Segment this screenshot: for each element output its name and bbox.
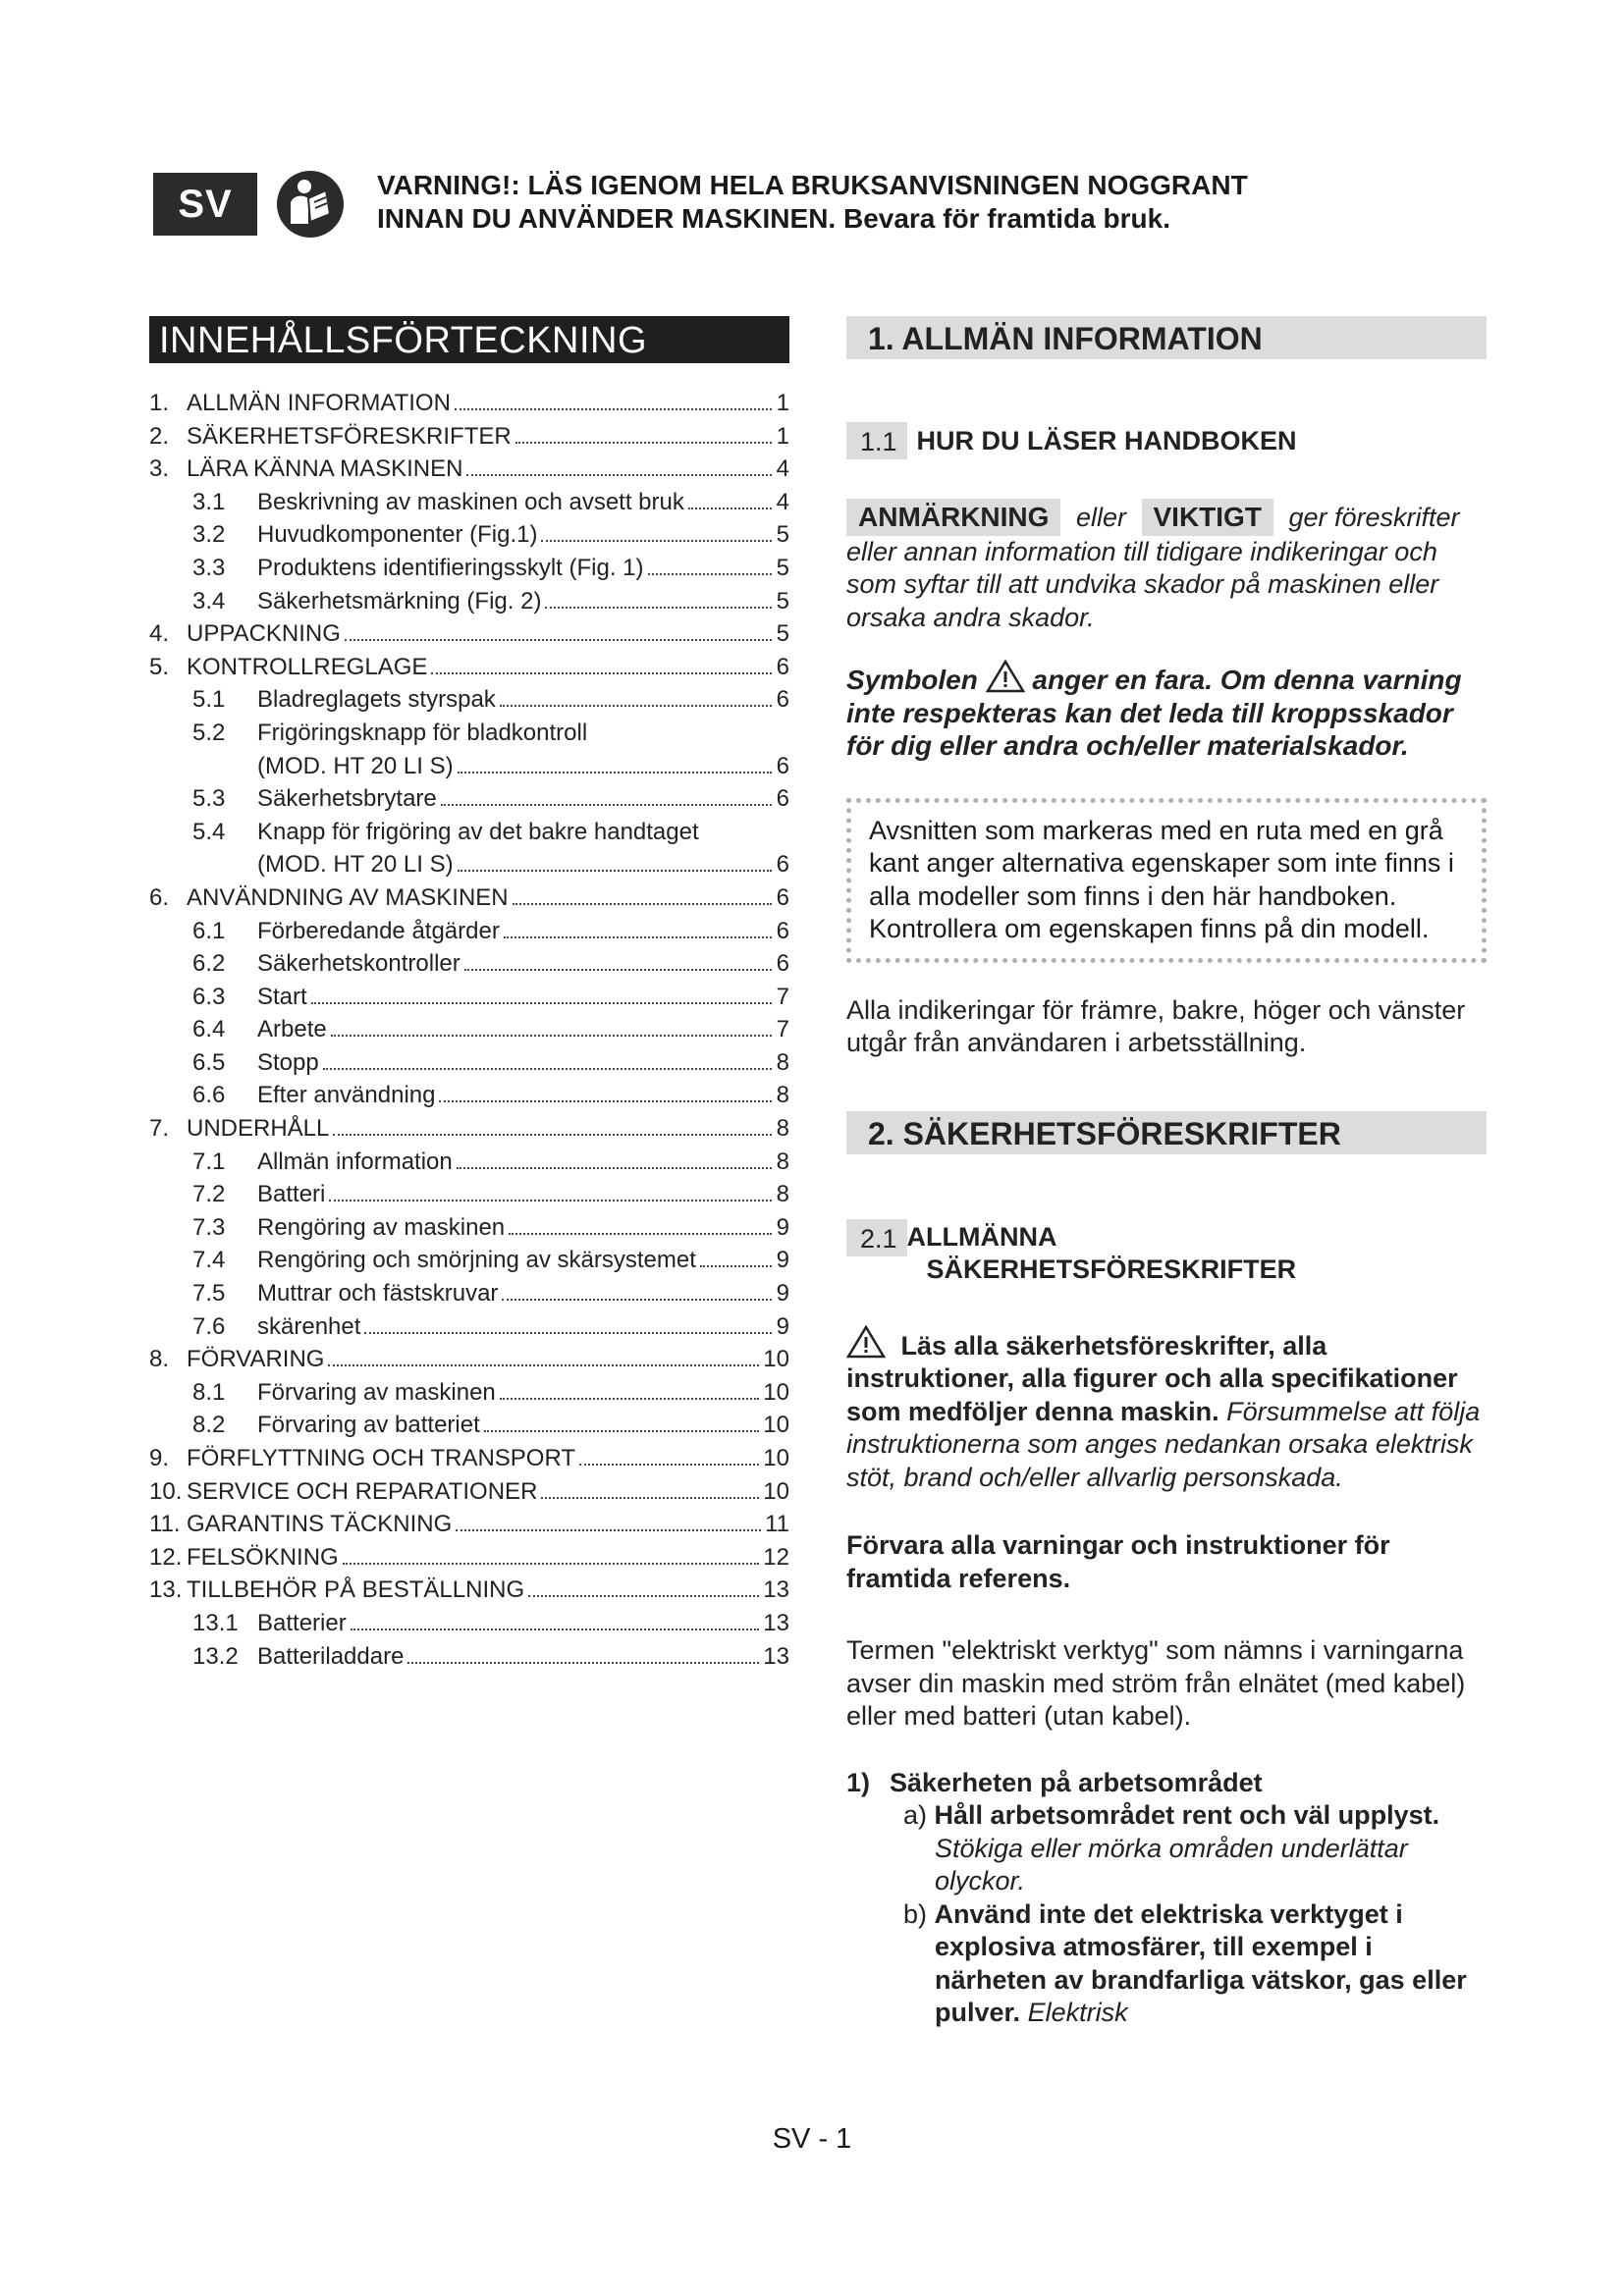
toc-entry <box>149 1112 789 1146</box>
toc-entry-title: UPPACKNING <box>187 620 341 648</box>
subsection-title: HUR DU LÄSER HANDBOKEN <box>916 425 1297 455</box>
toc-entry <box>149 585 789 618</box>
toc-leader-dots <box>343 1563 760 1565</box>
read-all-italic: Försummelse att följa instruktionerna som anges nedankan orsaka elektrisk stöt, brand och/eller allvarlig personskada. <box>846 1396 1481 1492</box>
toc-entry-number: 5.1 <box>192 686 226 714</box>
toc-entry-number: 8.1 <box>192 1378 226 1406</box>
toc-entry-title: ANVÄNDNING AV MASKINEN <box>187 883 509 911</box>
toc-entry <box>149 1607 789 1640</box>
toc-leader-dots <box>458 772 772 774</box>
toc-leader-dots <box>513 903 772 905</box>
toc-entry <box>149 947 789 981</box>
toc-entry-page: 12 <box>763 1543 789 1571</box>
note-tag: ANMÄRKNING <box>846 499 1060 536</box>
toc-entry <box>149 420 789 454</box>
toc-entry-page: 13 <box>763 1576 789 1604</box>
toc-entry-number: 6.2 <box>192 950 226 978</box>
toc-entry-title: Batteriladdare <box>257 1642 405 1670</box>
toc-entry-page: 9 <box>776 1312 789 1340</box>
subsection-number: 2.1 <box>846 1219 907 1256</box>
toc-entry <box>149 1146 789 1179</box>
toc-entry-title: ALLMÄN INFORMATION <box>187 390 451 416</box>
warning-triangle-icon <box>846 1325 886 1359</box>
toc-entry-number: 9. <box>149 1445 170 1471</box>
toc-entry <box>149 486 789 519</box>
toc-entry <box>149 881 789 915</box>
toc-entry-title: Allmän information <box>257 1148 453 1175</box>
toc-entry-title: Muttrar och fästskruvar <box>257 1280 499 1308</box>
toc-entry-page: 6 <box>776 686 789 714</box>
item-a-italic: Stökiga eller mörka områden underlättar olyckor. <box>935 1833 1408 1896</box>
page-number: SV - 1 <box>772 2123 852 2155</box>
toc-entry <box>149 1178 789 1211</box>
toc-leader-dots <box>456 1529 761 1531</box>
toc-leader-dots <box>515 442 772 444</box>
toc-entry <box>149 1079 789 1112</box>
toc-entry-title: skärenhet <box>257 1312 361 1340</box>
toc-entry <box>149 651 789 684</box>
toc-entry-number: 3.4 <box>192 587 226 614</box>
toc-entry-page: 9 <box>776 1280 789 1308</box>
toc-entry-page: 6 <box>776 752 789 779</box>
section-2-heading: 2. SÄKERHETSFÖRESKRIFTER <box>846 1111 1487 1154</box>
toc-entry <box>149 1640 789 1674</box>
subsection-title-1: ALLMÄNNA <box>906 1221 1057 1252</box>
toc-entry-number: 4. <box>149 620 170 648</box>
toc-entry <box>149 816 789 849</box>
item-b-bold: Använd inte det elektriska verktyget i explosiva atmosfärer, till exempel i närheten av brandfarliga vätskor, gas eller pulver. <box>934 1898 1467 2027</box>
toc-entry-title: Säkerhetskontroller <box>257 950 460 978</box>
toc-entry-page: 10 <box>763 1445 789 1471</box>
toc-entry <box>149 782 789 816</box>
toc-entry-title: SÄKERHETSFÖRESKRIFTER <box>187 422 512 450</box>
toc-entry-number: 10. <box>149 1477 183 1505</box>
toc-leader-dots <box>345 639 772 641</box>
toc-entry-number: 7. <box>149 1115 170 1143</box>
symbol-text-pre: Symbolen <box>846 665 978 695</box>
item-b-label: b) <box>903 1898 928 1929</box>
toc-entry-page: 7 <box>776 983 789 1010</box>
warning-triangle-icon <box>986 660 1025 693</box>
symbol-text-post: anger en fara. Om denna varning inte respekteras kan det leda till kroppsskador för dig eller andra och/eller materialskador. <box>846 665 1462 761</box>
toc-entry-page: 6 <box>776 883 789 911</box>
toc-entry-number: 7.5 <box>192 1280 226 1308</box>
toc-entry-number: 3. <box>149 455 170 483</box>
toc-leader-dots <box>329 1200 772 1201</box>
toc-leader-dots <box>464 969 772 971</box>
toc-entry <box>149 1442 789 1475</box>
important-tag: VIKTIGT <box>1142 499 1273 536</box>
toc-entry-number: 6.5 <box>192 1048 226 1076</box>
toc-entry <box>149 1376 789 1410</box>
toc-entry-title: Säkerhetsmärkning (Fig. 2) <box>257 587 542 614</box>
toc-entry <box>149 1574 789 1607</box>
toc-entry-page: 4 <box>776 455 789 483</box>
read-all-paragraph <box>846 1325 1487 1495</box>
toc-entry-title: FELSÖKNING <box>187 1543 339 1571</box>
toc-entry-number: 13.1 <box>192 1609 239 1636</box>
toc-entry-number: 8.2 <box>192 1412 226 1439</box>
toc-leader-dots <box>688 507 772 509</box>
toc-entry-page: 8 <box>776 1181 789 1208</box>
toc-entry-page: 5 <box>776 521 789 549</box>
page-header <box>153 169 1331 238</box>
safety-list <box>846 1767 1487 2030</box>
toc-entry-title: (MOD. HT 20 LI S) <box>257 851 454 879</box>
toc-leader-dots <box>458 870 772 872</box>
toc-leader-dots <box>333 1134 772 1136</box>
toc-entry-number: 6.1 <box>192 917 226 944</box>
toc-entry-page: 13 <box>763 1609 789 1636</box>
header-warning <box>377 169 1359 236</box>
toc-entry-page: 4 <box>776 488 789 515</box>
toc-entry-title: Rengöring och smörjning av skärsystemet <box>257 1247 696 1274</box>
notes-paragraph <box>846 499 1487 634</box>
toc-entry-number: 6. <box>149 883 170 911</box>
toc-leader-dots <box>700 1265 772 1267</box>
toc-entry-number: 7.2 <box>192 1181 226 1208</box>
grey-box-note <box>846 798 1487 963</box>
warning-line-1: VARNING!: LÄS IGENOM HELA BRUKSANVISNINGEN NOGGRANT <box>377 170 1248 200</box>
toc-entry-number: 12. <box>149 1543 183 1571</box>
toc-entry-page: 10 <box>763 1346 789 1373</box>
toc-entry <box>149 1277 789 1310</box>
toc-entry-number: 3.3 <box>192 554 226 581</box>
list-heading <box>846 1767 1487 1800</box>
term-paragraph: Termen "elektriskt verktyg" som nämns i varningarna avser din maskin med ström från elnätet (med kabel) eller med batteri (utan kabel). <box>846 1635 1466 1731</box>
toc-entry-number: 5.4 <box>192 818 226 845</box>
toc-entry-title: KONTROLLREGLAGE <box>187 653 428 680</box>
toc-entry-page: 7 <box>776 1016 789 1043</box>
toc-entry-title: FÖRVARING <box>187 1346 325 1373</box>
toc-leader-dots <box>431 672 772 674</box>
toc-entry-title: Förvaring av batteriet <box>257 1412 480 1439</box>
toc-leader-dots <box>407 1662 759 1664</box>
toc-entry-number: 7.6 <box>192 1312 226 1340</box>
toc-leader-dots <box>331 1035 772 1037</box>
toc-entry <box>149 1475 789 1509</box>
toc-entry-title: Frigöringsknapp för bladkontroll <box>257 719 588 746</box>
list-number: 1) <box>846 1767 871 1797</box>
toc-entry <box>149 750 789 783</box>
toc-leader-dots <box>502 1299 772 1301</box>
toc-title: INNEHÅLLSFÖRTECKNING <box>149 316 789 363</box>
toc-entry-title: Bladreglagets styrspak <box>257 686 496 714</box>
toc-entry-title: FÖRFLYTTNING OCH TRANSPORT <box>187 1445 576 1471</box>
toc-entry <box>149 1508 789 1541</box>
toc-entry-page: 6 <box>776 950 789 978</box>
read-manual-icon <box>275 169 346 240</box>
toc-entry-page: 11 <box>765 1511 789 1538</box>
toc-leader-dots <box>351 1629 760 1630</box>
toc-entry-page: 10 <box>763 1412 789 1439</box>
toc-entry-number: 5.2 <box>192 719 226 746</box>
toc-entry-number: 5. <box>149 653 170 680</box>
toc-entry-page: 10 <box>763 1477 789 1505</box>
toc-entry-title: Säkerhetsbrytare <box>257 785 437 813</box>
toc-entry <box>149 518 789 552</box>
toc-entry-title: (MOD. HT 20 LI S) <box>257 752 454 779</box>
toc-entry-number: 2. <box>149 422 170 450</box>
toc-entry <box>149 1046 789 1080</box>
toc-entry-number: 11. <box>149 1511 181 1538</box>
toc-leader-dots <box>328 1364 759 1366</box>
toc-leader-dots <box>504 936 772 938</box>
toc-entry-page: 5 <box>776 620 789 648</box>
toc-entry-title: Efter användning <box>257 1082 436 1109</box>
toc-leader-dots <box>541 540 772 542</box>
box-text: Avsnitten som markeras med en ruta med en grå kant anger alternativa egenskaper som inte finns i alla modeller som finns i den här handboken. Kontrollera om egenskapen finns på din modell. <box>869 815 1454 943</box>
toc-entry-number: 13.2 <box>192 1642 239 1670</box>
toc-entry-page: 8 <box>776 1115 789 1143</box>
language-badge: SV <box>153 173 257 236</box>
notes-text: ger föreskrifter eller annan information till tidigare indikeringar och som syftar till att undvika skador på maskinen eller orsaka andra skador. <box>846 503 1460 632</box>
toc-entry <box>149 915 789 948</box>
toc-list <box>149 387 789 1673</box>
keep-warnings-paragraph: Förvara alla varningar och instruktioner för framtida referens. <box>846 1530 1390 1593</box>
toc-entry <box>149 848 789 881</box>
subsection-2-1-heading <box>846 1219 1487 1286</box>
toc-leader-dots <box>579 1464 759 1466</box>
toc-entry-number: 6.6 <box>192 1082 226 1109</box>
toc-entry-number: 7.3 <box>192 1213 226 1241</box>
toc-entry-number: 6.3 <box>192 983 226 1010</box>
toc-entry <box>149 1211 789 1245</box>
toc-entry-number: 8. <box>149 1346 170 1373</box>
directions-paragraph: Alla indikeringar för främre, bakre, höger och vänster utgår från användaren i arbetsställning. <box>846 994 1466 1057</box>
toc-entry <box>149 387 789 420</box>
toc-entry-page: 10 <box>763 1378 789 1406</box>
danger-symbol-paragraph <box>846 660 1487 763</box>
toc-entry <box>149 552 789 585</box>
list-title: Säkerheten på arbetsområdet <box>890 1767 1263 1797</box>
toc-entry-title: TILLBEHÖR PÅ BESTÄLLNING <box>187 1576 525 1604</box>
toc-leader-dots <box>457 1167 772 1169</box>
toc-entry-title: GARANTINS TÄCKNING <box>187 1511 453 1538</box>
toc-entry <box>149 981 789 1014</box>
toc-entry-page: 13 <box>763 1642 789 1670</box>
toc-entry <box>149 717 789 750</box>
toc-leader-dots <box>323 1068 772 1070</box>
toc-entry <box>149 1409 789 1442</box>
toc-entry-page: 8 <box>776 1048 789 1076</box>
toc-entry-page: 8 <box>776 1148 789 1175</box>
toc-entry-number: 1. <box>149 390 170 416</box>
toc-entry-title: Huvudkomponenter (Fig.1) <box>257 521 538 549</box>
toc-leader-dots <box>545 607 772 609</box>
toc-entry-number: 3.2 <box>192 521 226 549</box>
toc-entry-title: Rengöring av maskinen <box>257 1213 506 1241</box>
subsection-number: 1.1 <box>846 422 907 459</box>
toc-entry-page: 9 <box>776 1213 789 1241</box>
toc-entry-number: 3.1 <box>192 488 226 515</box>
subsection-title-2: SÄKERHETSFÖRESKRIFTER <box>926 1254 1297 1284</box>
toc-entry-page: 8 <box>776 1082 789 1109</box>
toc-entry-page: 6 <box>776 851 789 879</box>
toc-entry-title: Batteri <box>257 1181 326 1208</box>
toc-entry-number: 13. <box>149 1576 183 1604</box>
toc-entry-title: Produktens identifieringsskylt (Fig. 1) <box>257 554 644 581</box>
item-a-label: a) <box>903 1800 928 1830</box>
toc-leader-dots <box>439 1100 772 1102</box>
toc-entry-number: 5.3 <box>192 785 226 813</box>
toc-entry-number: 6.4 <box>192 1016 226 1043</box>
toc-leader-dots <box>441 804 772 806</box>
toc-entry <box>149 683 789 717</box>
toc-entry-title: Stopp <box>257 1048 319 1076</box>
toc-leader-dots <box>528 1595 759 1597</box>
toc-leader-dots <box>648 573 773 575</box>
toc-entry-title: Beskrivning av maskinen och avsett bruk <box>257 488 684 515</box>
toc-entry-title: Start <box>257 983 307 1010</box>
toc-leader-dots <box>364 1332 772 1334</box>
toc-entry <box>149 453 789 486</box>
toc-leader-dots <box>500 1398 760 1400</box>
toc-entry-page: 6 <box>776 917 789 944</box>
toc-entry-title: Arbete <box>257 1016 327 1043</box>
toc-leader-dots <box>509 1233 772 1235</box>
list-item-a <box>878 1799 1487 1898</box>
section-1-heading: 1. ALLMÄN INFORMATION <box>846 316 1487 359</box>
toc-entry-title: SERVICE OCH REPARATIONER <box>187 1477 538 1505</box>
content-column <box>846 316 1487 2030</box>
toc-entry <box>149 1310 789 1344</box>
list-item-b <box>878 1898 1487 2030</box>
toc-entry-page: 9 <box>776 1247 789 1274</box>
toc-leader-dots <box>484 1430 760 1432</box>
warning-line-2: INNAN DU ANVÄNDER MASKINEN. Bevara för framtida bruk. <box>377 203 1170 234</box>
item-b-italic: Elektrisk <box>1027 1998 1128 2027</box>
toc-leader-dots <box>466 474 772 476</box>
read-all-bold: Läs alla säkerhetsföreskrifter, alla instruktioner, alla figurer och alla specifikationer som medföljer denna maskin. <box>846 1330 1458 1426</box>
toc-entry <box>149 617 789 651</box>
toc-entry-number: 7.1 <box>192 1148 226 1175</box>
toc-leader-dots <box>311 1002 772 1004</box>
toc-entry-page: 5 <box>776 554 789 581</box>
toc-entry-page: 6 <box>776 653 789 680</box>
toc-entry-page: 1 <box>776 422 789 450</box>
toc-entry <box>149 1013 789 1046</box>
toc-leader-dots <box>500 705 772 707</box>
toc-leader-dots <box>455 408 772 410</box>
toc-entry-title: Förvaring av maskinen <box>257 1378 496 1406</box>
item-a-bold: Håll arbetsområdet rent och väl upplyst. <box>934 1800 1440 1830</box>
subsection-1-1-heading <box>846 422 1487 459</box>
table-of-contents <box>149 316 789 1673</box>
toc-entry-title: Förberedande åtgärder <box>257 917 500 944</box>
toc-entry-title: Knapp för frigöring av det bakre handtaget <box>257 818 699 845</box>
toc-entry-number: 7.4 <box>192 1247 226 1274</box>
toc-entry-page: 6 <box>776 785 789 813</box>
toc-entry-title: LÄRA KÄNNA MASKINEN <box>187 455 463 483</box>
toc-entry <box>149 1541 789 1575</box>
toc-entry-title: Batterier <box>257 1609 347 1636</box>
toc-entry <box>149 1343 789 1376</box>
toc-entry-page: 5 <box>776 587 789 614</box>
toc-leader-dots <box>541 1497 759 1499</box>
toc-entry-page: 1 <box>776 390 789 416</box>
or-text: eller <box>1075 503 1126 532</box>
toc-entry-title: UNDERHÅLL <box>187 1115 330 1143</box>
toc-entry <box>149 1244 789 1277</box>
